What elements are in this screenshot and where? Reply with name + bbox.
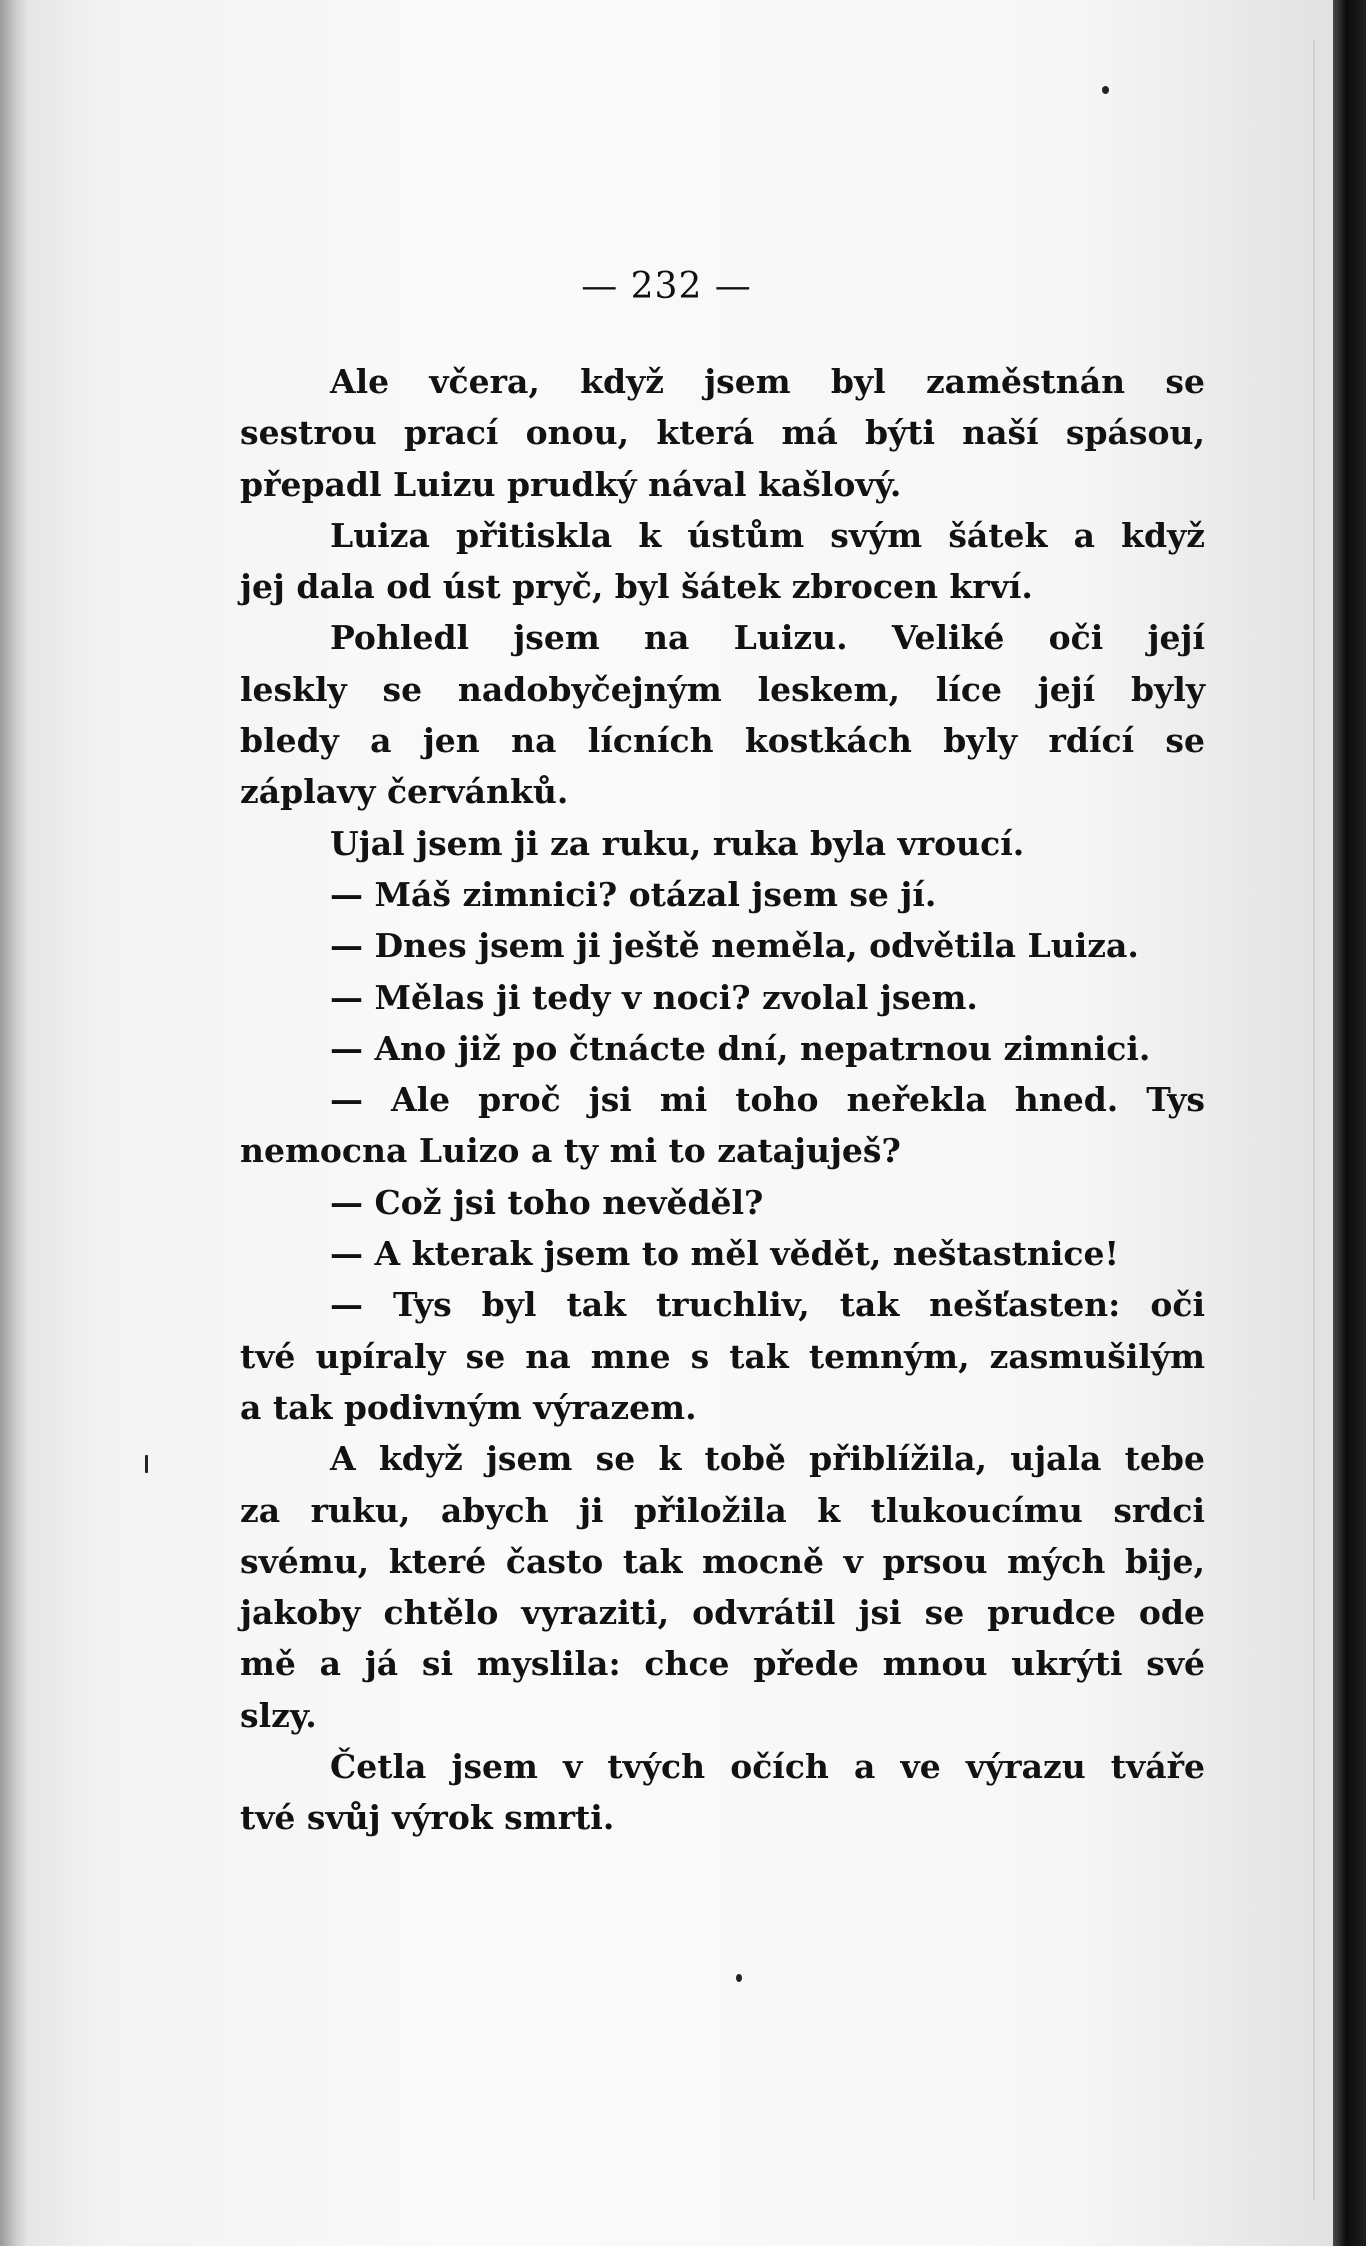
print-speck (736, 1974, 742, 1982)
text-line: Pohledl jsem na Luizu. Veliké oči její (330, 618, 1205, 658)
text-line: záplavy červánků. (240, 772, 569, 812)
text-line: — A kterak jsem to měl vědět, neštastnice! (330, 1234, 1119, 1274)
text-line: — Tys byl tak truchliv, tak nešťasten: oči (330, 1285, 1205, 1325)
print-speck (1102, 86, 1109, 94)
text-line: mě a já si myslila: chce přede mnou ukrýti své (240, 1644, 1205, 1684)
text-line: přepadl Luizu prudký nával kašlový. (240, 464, 902, 504)
text-line: leskly se nadobyčejným leskem, líce její byly (240, 669, 1205, 709)
book-edge (1333, 0, 1366, 2246)
text-line: svému, které často tak mocně v prsou mých bije, (240, 1541, 1205, 1581)
print-speck (145, 1455, 148, 1473)
text-line: Luiza přitiskla k ústům svým šátek a když (330, 515, 1205, 555)
text-line: — Ale proč jsi mi toho neřekla hned. Tys (330, 1080, 1205, 1120)
text-line: — Dnes jsem ji ještě neměla, odvětila Luiza. (330, 926, 1139, 966)
text-line: sestrou prací onou, která má býti naší spásou, (240, 413, 1205, 453)
text-line: tvé upíraly se na mne s tak temným, zasmušilým (240, 1336, 1205, 1376)
text-line: a tak podivným výrazem. (240, 1387, 697, 1427)
page-body-text (240, 356, 1205, 1844)
text-line: Ujal jsem ji za ruku, ruka byla vroucí. (330, 823, 1025, 863)
text-line: slzy. (240, 1695, 317, 1735)
text-line: za ruku, abych ji přiložila k tlukoucímu srdci (240, 1490, 1205, 1530)
text-line: Ale včera, když jsem byl zaměstnán se (330, 362, 1205, 401)
text-line: bledy a jen na lícních kostkách byly rdící se (240, 721, 1205, 761)
text-line: Četla jsem v tvých očích a ve výrazu tváře (330, 1747, 1205, 1787)
text-line: — Mělas ji tedy v noci? zvolal jsem. (330, 977, 978, 1017)
text-line: nemocna Luizo a ty mi to zatajuješ? (240, 1131, 901, 1171)
text-line: jakoby chtělo vyraziti, odvrátil jsi se prudce ode (240, 1593, 1205, 1633)
text-line: A když jsem se k tobě přiblížila, ujala tebe (330, 1439, 1205, 1479)
text-line: jej dala od úst pryč, byl šátek zbrocen krví. (240, 567, 1033, 607)
text-line: — Což jsi toho nevěděl? (330, 1182, 764, 1222)
page-edge-line (1313, 40, 1315, 2200)
page-gutter-shadow (0, 0, 28, 2246)
text-line: tvé svůj výrok smrti. (240, 1798, 615, 1838)
text-line: — Ano již po čtnácte dní, nepatrnou zimnici. (330, 1028, 1151, 1068)
page-number: — 232 — (581, 266, 752, 307)
text-line: — Máš zimnici? otázal jsem se jí. (330, 874, 937, 914)
